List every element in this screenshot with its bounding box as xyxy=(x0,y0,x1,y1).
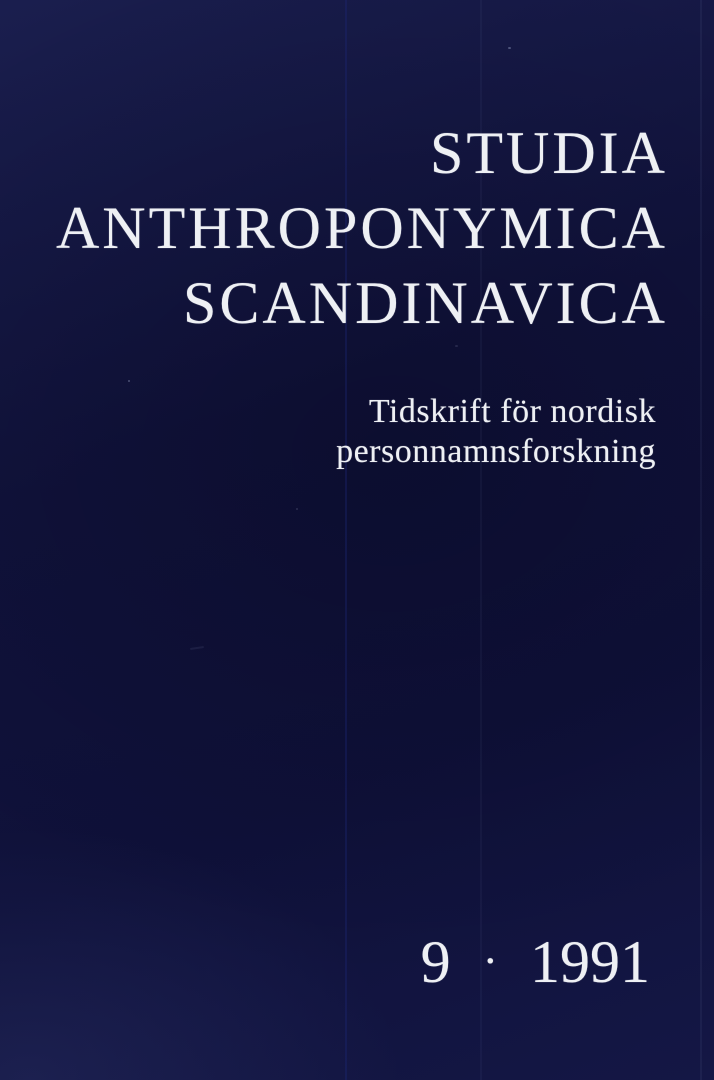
dust-speck xyxy=(296,508,298,510)
title-line-1: STUDIA xyxy=(430,120,668,186)
title-line-2: ANTHROPONYMICA xyxy=(55,195,668,261)
subtitle-line-1: Tidskrift för nordisk xyxy=(368,393,656,430)
scan-streak xyxy=(700,0,702,1080)
journal-subtitle xyxy=(336,392,656,472)
subtitle-line-2: personnamnsforskning xyxy=(336,433,656,470)
dust-speck xyxy=(128,380,130,382)
dust-speck xyxy=(455,345,458,347)
title-line-3: SCANDINAVICA xyxy=(183,270,668,336)
year: 1991 xyxy=(530,929,650,995)
issue-and-year xyxy=(421,925,650,1004)
scratch-mark xyxy=(190,646,204,650)
separator-dot: · xyxy=(482,935,498,986)
volume-number: 9 xyxy=(420,929,451,995)
journal-title xyxy=(56,116,668,341)
dust-speck xyxy=(508,47,511,49)
